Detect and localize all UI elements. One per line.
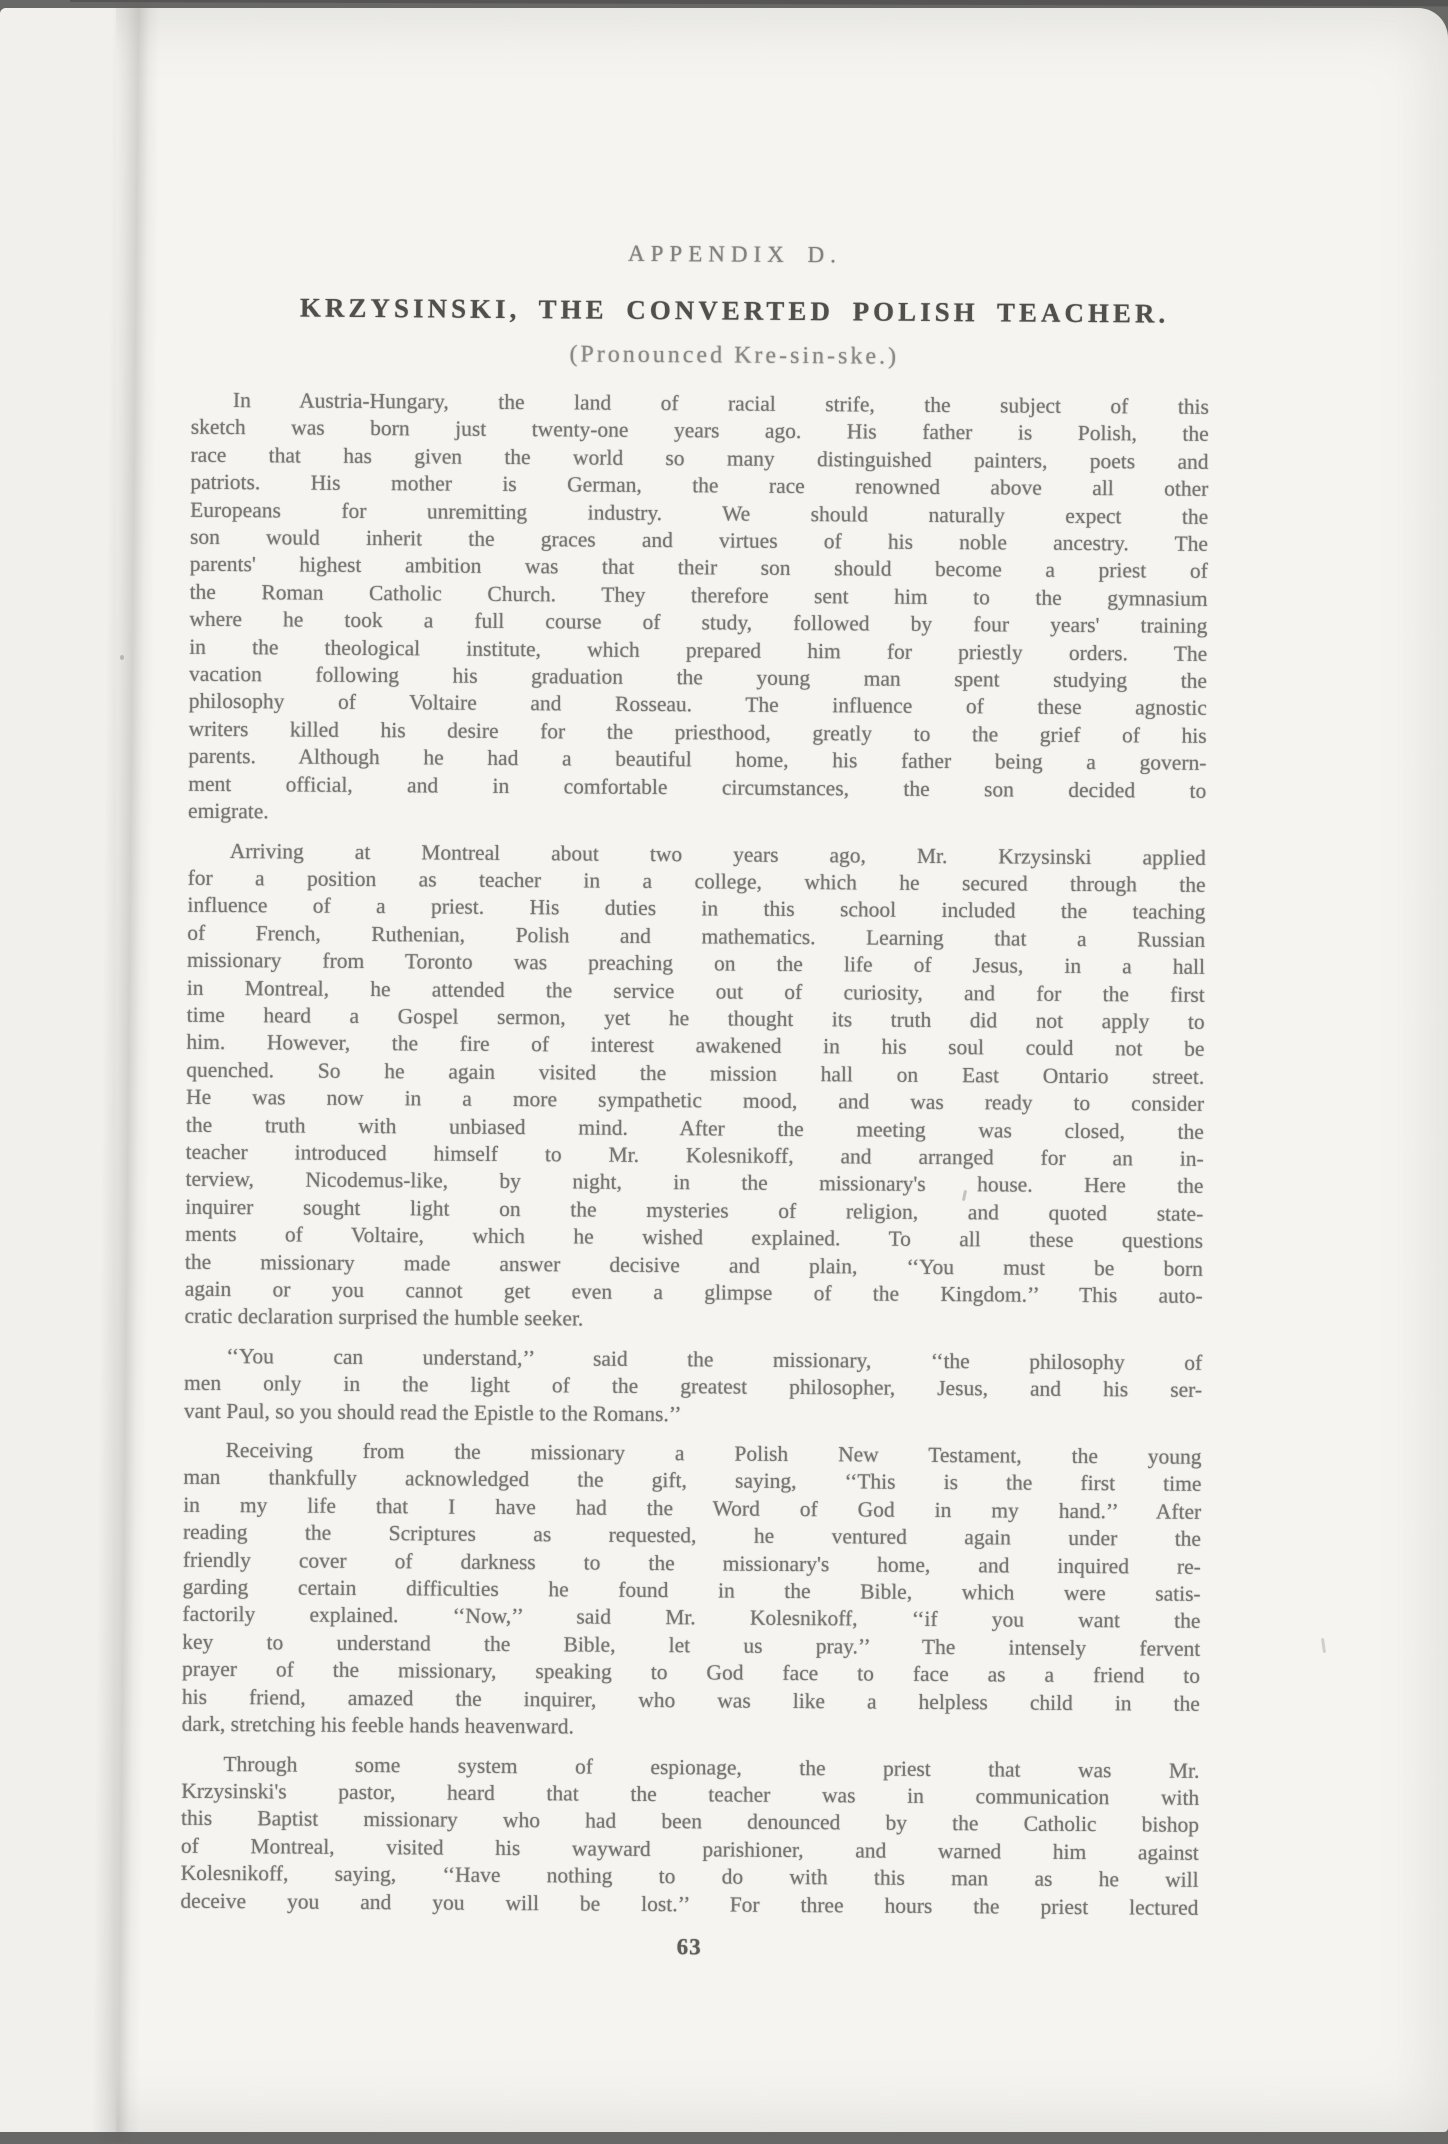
text-line: In Austria-Hungary, the land of racial strife, the subject of this — [232, 388, 1210, 419]
scan-artifact — [120, 655, 124, 660]
text-line: friendly cover of darkness to the missionary's home, and inquired re- — [182, 1547, 1201, 1579]
paragraph — [188, 387, 1209, 833]
text-line: ‘‘You can understand,’’ said the missionary, ‘‘the philosophy of — [226, 1343, 1203, 1375]
text-line: his friend, amazed the inquirer, who was like a helpless child in the — [181, 1684, 1200, 1716]
pronunciation-note: (Pronounced Kre-sin-ske.) — [569, 341, 900, 370]
paragraph — [182, 1437, 1202, 1746]
text-line: in my life that I have had the Word of God in my hand.’’ After — [183, 1492, 1202, 1524]
text-line: factorily explained. ‘‘Now,’’ said Mr. Kolesnikoff, ‘‘if you want the — [182, 1602, 1201, 1634]
text-line: garding certain difficulties he found in the Bible, which were satis- — [182, 1574, 1201, 1606]
text-line: this Baptist missionary who had been denounced by the Catholic bishop — [180, 1806, 1200, 1838]
text-line: men only in the light of the greatest philosopher, Jesus, and his ser- — [184, 1370, 1203, 1403]
text-line: patriots. His mother is German, the race renowned above all other — [190, 469, 1209, 502]
body-text — [180, 387, 1209, 1922]
text-line: man thankfully acknowledged the gift, saying, ‘‘This is the first time — [183, 1465, 1202, 1497]
text-line: Europeans for unremitting industry. We should naturally expect the — [190, 497, 1209, 529]
text-line: son would inherit the graces and virtues of his noble ancestry. The — [189, 524, 1209, 556]
text-line: Receiving from the missionary a Polish New Testament, the young — [225, 1438, 1202, 1469]
text-line: prayer of the missionary, speaking to God face to face as a friend to — [182, 1656, 1201, 1689]
text-line: of Montreal, visited his wayward parishioner, and warned him against — [180, 1833, 1199, 1865]
text-line: deceive you and you will be lost.’’ For three hours the priest lectured — [180, 1888, 1199, 1920]
chapter-title: KRZYSINSKI, THE CONVERTED POLISH TEACHER. — [299, 292, 1170, 329]
text-line: vacation following his graduation the young man spent studying the — [188, 661, 1208, 693]
scan-artifact — [1321, 1638, 1326, 1653]
text-line: reading the Scriptures as requested, he ventured again under the — [182, 1519, 1202, 1552]
text-line: the Roman Catholic Church. They therefore sent him to the gymnasium — [189, 579, 1208, 611]
page-headings — [225, 237, 1244, 374]
scan-top-edge — [70, 0, 1448, 6]
text-line: emigrate. — [188, 798, 269, 824]
text-line: Through some system of espionage, the priest that was Mr. — [223, 1751, 1200, 1783]
text-line: writers killed his desire for the priesthood, greatly to the grief of his — [188, 716, 1207, 748]
page-text-block — [180, 237, 1210, 1964]
text-line: again or you cannot get even a glimpse of the Kingdom.’’ This auto- — [184, 1276, 1203, 1308]
text-line: dark, stretching his feeble hands heavenward. — [181, 1711, 575, 1739]
text-line: in the theological institute, which prepared him for priestly orders. The — [189, 634, 1208, 666]
appendix-heading: APPENDIX D. — [627, 240, 842, 268]
text-line: race that has given the world so many distinguished painters, poets and — [190, 442, 1209, 474]
text-line: ments of Voltaire, which he wished explained. To all these questions — [185, 1221, 1204, 1254]
text-line: where he took a full course of study, followed by four years' training — [189, 606, 1208, 639]
text-line: time heard a Gospel sermon, yet he thought its truth did not apply to — [186, 1002, 1205, 1034]
text-line: Krzysinski's pastor, heard that the teacher was in communication with — [181, 1778, 1200, 1810]
text-line: He was now in a more sympathetic mood, and was ready to consider — [186, 1084, 1205, 1116]
text-line: for a position as teacher in a college, which he secured through the — [187, 865, 1206, 897]
text-line: philosophy of Voltaire and Rosseau. The influence of these agnostic — [188, 689, 1207, 721]
text-line: Kolesnikoff, saying, ‘‘Have nothing to do with this man as he will — [180, 1860, 1199, 1892]
text-line: in Montreal, he attended the service out of curiosity, and for the first — [186, 975, 1205, 1007]
text-line: influence of a priest. His duties in this school included the teaching — [187, 893, 1206, 925]
text-line: missionary from Toronto was preaching on the life of Jesus, in a hall — [186, 947, 1206, 979]
text-line: the truth with unbiased mind. After the meeting was closed, the — [185, 1112, 1204, 1144]
text-line: quenched. So he again visited the mission hall on East Ontario street. — [186, 1057, 1205, 1089]
text-line: parents' highest ambition was that their son should become a priest of — [189, 552, 1208, 584]
text-line: cratic declaration surprised the humble seeker. — [184, 1304, 584, 1331]
text-line: him. However, the fire of interest awakened in his soul could not be — [186, 1030, 1205, 1062]
text-line: of French, Ruthenian, Polish and mathematics. Learning that a Russian — [187, 920, 1206, 952]
text-line: inquirer sought light on the mysteries of religion, and quoted state- — [185, 1194, 1204, 1226]
text-line: parents. Although he had a beautiful home, his father being a govern- — [188, 744, 1207, 776]
text-line: key to understand the Bible, let us pray.’’ The intensely fervent — [182, 1629, 1201, 1661]
paragraph — [184, 1343, 1203, 1432]
text-line: the missionary made answer decisive and plain, ‘‘You must be born — [184, 1249, 1204, 1281]
page-number: 63 — [676, 1934, 702, 1960]
text-line: Arriving at Montreal about two years ago, Mr. Krzysinski applied — [229, 838, 1206, 870]
paragraph — [184, 837, 1205, 1337]
text-line: teacher introduced himself to Mr. Kolesnikoff, and arranged for an in- — [185, 1139, 1204, 1171]
paragraph — [180, 1750, 1199, 1922]
text-line: terview, Nicodemus-like, by night, in the missionary's house. Here the — [185, 1167, 1204, 1199]
text-line: vant Paul, so you should read the Epistle to the Romans.’’ — [183, 1398, 682, 1426]
text-line: sketch was born just twenty-one years ago. His father is Polish, the — [190, 415, 1209, 447]
text-line: ment official, and in comfortable circumstances, the son decided to — [188, 771, 1207, 803]
